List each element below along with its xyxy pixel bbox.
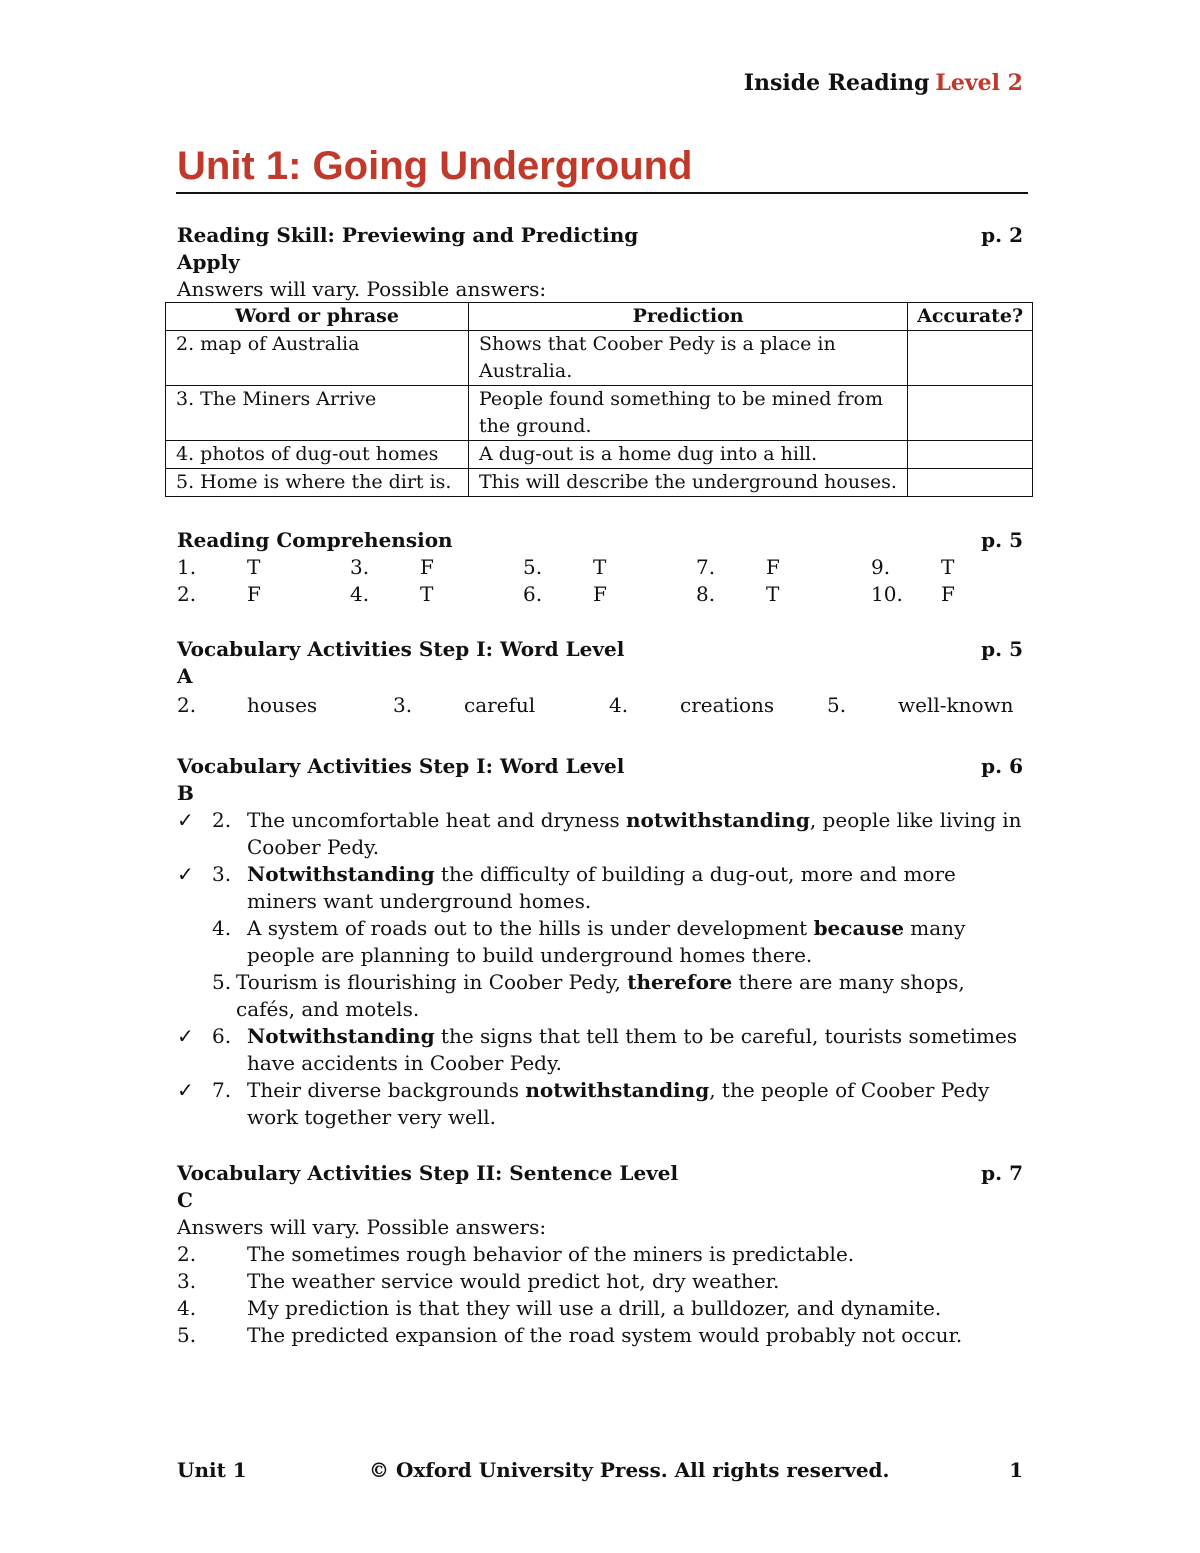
item-text: Tourism is flourishing in Coober Pedy, therefore there are many shops, cafés, and motels. — [236, 970, 965, 1021]
checkmark-icon: ✓ — [177, 862, 194, 886]
list-item — [177, 1268, 1023, 1295]
item-text: Notwithstanding the signs that tell them to be careful, tourists sometimes have accidents in Coober Pedy. — [247, 1024, 1018, 1075]
section-heading — [177, 753, 1023, 780]
column-header: Word or phrase — [166, 303, 469, 331]
item-text: The predicted expansion of the road system would probably not occur. — [247, 1323, 963, 1347]
vocabulary-a-section — [177, 636, 1023, 720]
list-item — [177, 807, 1023, 861]
answer-number: 9. — [871, 555, 891, 579]
footer-copyright: © Oxford University Press. All rights reserved. — [369, 1458, 890, 1482]
answer-word: creations — [680, 693, 775, 717]
answer-number: 2. — [177, 582, 197, 606]
answer-value: T — [247, 555, 261, 579]
item-number: 4. — [177, 1296, 197, 1320]
page-reference: p. 7 — [981, 1161, 1023, 1185]
intro-text: Answers will vary. Possible answers: — [177, 1215, 547, 1239]
answer-row — [177, 581, 1023, 608]
item-number: 6. — [212, 1024, 232, 1048]
section-title: Reading Comprehension — [177, 528, 453, 552]
subheading-c: C — [177, 1188, 193, 1212]
column-header: Accurate? — [908, 303, 1033, 331]
answer-value: F — [593, 582, 607, 606]
accurate-cell — [908, 331, 1033, 386]
accurate-cell — [908, 441, 1033, 469]
list-item — [177, 1322, 1023, 1349]
list-item — [177, 1295, 1023, 1322]
book-level: Level 2 — [935, 70, 1023, 96]
table-row — [166, 441, 1033, 469]
answer-number: 5. — [523, 555, 543, 579]
item-text: The uncomfortable heat and dryness notwithstanding, people like living in Coober Pedy. — [247, 808, 1022, 859]
section-title: Reading Skill: Previewing and Predicting — [177, 223, 639, 247]
list-item — [177, 1241, 1023, 1268]
answer-row — [177, 554, 1023, 581]
answer-number: 4. — [350, 582, 370, 606]
list-item — [177, 861, 1023, 915]
prediction-cell: People found something to be mined from the ground. — [468, 386, 907, 441]
page-reference: p. 5 — [981, 637, 1023, 661]
list-item — [177, 969, 1023, 1023]
item-text: A system of roads out to the hills is under development because many people are planning to build underground homes there. — [247, 916, 966, 967]
item-number: 3. — [212, 862, 232, 886]
answer-number: 3. — [350, 555, 370, 579]
answer-value: F — [766, 555, 780, 579]
item-text: Their diverse backgrounds notwithstanding, the people of Coober Pedy work together very well. — [247, 1078, 990, 1129]
subheading-apply: Apply — [177, 250, 240, 274]
prediction-cell: A dug-out is a home dug into a hill. — [468, 441, 907, 469]
item-text: Notwithstanding the difficulty of building a dug-out, more and more miners want underground homes. — [247, 862, 956, 913]
table-row — [166, 469, 1033, 497]
page-number: 1 — [1009, 1458, 1023, 1482]
answer-value: T — [941, 555, 955, 579]
answer-number: 1. — [177, 555, 197, 579]
answer-number: 4. — [609, 693, 629, 717]
section-title: Vocabulary Activities Step I: Word Level — [177, 637, 625, 661]
checkmark-icon: ✓ — [177, 808, 194, 832]
item-number: 2. — [177, 1242, 197, 1266]
table-header-row — [166, 303, 1033, 331]
word-cell: 5. Home is where the dirt is. — [166, 469, 469, 497]
column-header: Prediction — [468, 303, 907, 331]
page-footer — [177, 1456, 1023, 1484]
table-row — [166, 331, 1033, 386]
answer-number: 7. — [696, 555, 716, 579]
item-text: My prediction is that they will use a drill, a bulldozer, and dynamite. — [247, 1296, 942, 1320]
subheading-b: B — [177, 781, 194, 805]
reading-skill-section — [177, 222, 1023, 303]
section-title: Vocabulary Activities Step II: Sentence Level — [177, 1161, 679, 1185]
answer-value: F — [420, 555, 434, 579]
word-cell: 2. map of Australia — [166, 331, 469, 386]
item-number: 2. — [212, 808, 232, 832]
vocabulary-c-section — [177, 1160, 1023, 1349]
answer-number: 2. — [177, 693, 197, 717]
answer-number: 5. — [827, 693, 847, 717]
item-number: 7. — [212, 1078, 232, 1102]
item-text: The weather service would predict hot, dry weather. — [247, 1269, 780, 1293]
footer-unit: Unit 1 — [177, 1458, 247, 1482]
answer-value: F — [941, 582, 955, 606]
checkmark-icon: ✓ — [177, 1024, 194, 1048]
item-number: 4. — [212, 916, 232, 940]
answer-value: T — [420, 582, 434, 606]
prediction-cell: This will describe the underground houses. — [468, 469, 907, 497]
answer-number: 6. — [523, 582, 543, 606]
list-item — [177, 1023, 1023, 1077]
page-reference: p. 6 — [981, 754, 1023, 778]
intro-text: Answers will vary. Possible answers: — [177, 277, 547, 301]
page-reference: p. 2 — [981, 223, 1023, 247]
list-item — [177, 915, 1023, 969]
answer-value: F — [247, 582, 261, 606]
section-heading — [177, 527, 1023, 554]
checkmark-icon: ✓ — [177, 1078, 194, 1102]
list-item — [177, 1077, 1023, 1131]
answer-word: houses — [247, 693, 318, 717]
prediction-cell: Shows that Coober Pedy is a place in Australia. — [468, 331, 907, 386]
word-cell: 3. The Miners Arrive — [166, 386, 469, 441]
title-rule — [176, 192, 1028, 194]
item-number: 5. — [177, 1323, 197, 1347]
answer-number: 3. — [393, 693, 413, 717]
accurate-cell — [908, 469, 1033, 497]
accurate-cell — [908, 386, 1033, 441]
answer-word: well-known — [898, 693, 1014, 717]
word-cell: 4. photos of dug-out homes — [166, 441, 469, 469]
answer-word: careful — [464, 693, 536, 717]
answer-value: T — [593, 555, 607, 579]
table-row — [166, 386, 1033, 441]
unit-title: Unit 1: Going Underground — [177, 144, 693, 188]
item-number: 5. — [212, 970, 232, 994]
vocabulary-answer-row — [177, 690, 1023, 720]
section-heading — [177, 636, 1023, 663]
answer-value: T — [766, 582, 780, 606]
item-text: The sometimes rough behavior of the miners is predictable. — [247, 1242, 855, 1266]
page-reference: p. 5 — [981, 528, 1023, 552]
section-title: Vocabulary Activities Step I: Word Level — [177, 754, 625, 778]
item-number: 3. — [177, 1269, 197, 1293]
running-header — [744, 70, 1023, 96]
answer-number: 10. — [871, 582, 903, 606]
vocabulary-b-section — [177, 753, 1023, 1131]
section-heading — [177, 1160, 1023, 1187]
comprehension-section — [177, 527, 1023, 608]
answer-number: 8. — [696, 582, 716, 606]
section-heading — [177, 222, 1023, 249]
subheading-a: A — [177, 664, 193, 688]
prediction-table — [165, 302, 1033, 497]
book-title: Inside Reading — [743, 70, 930, 96]
